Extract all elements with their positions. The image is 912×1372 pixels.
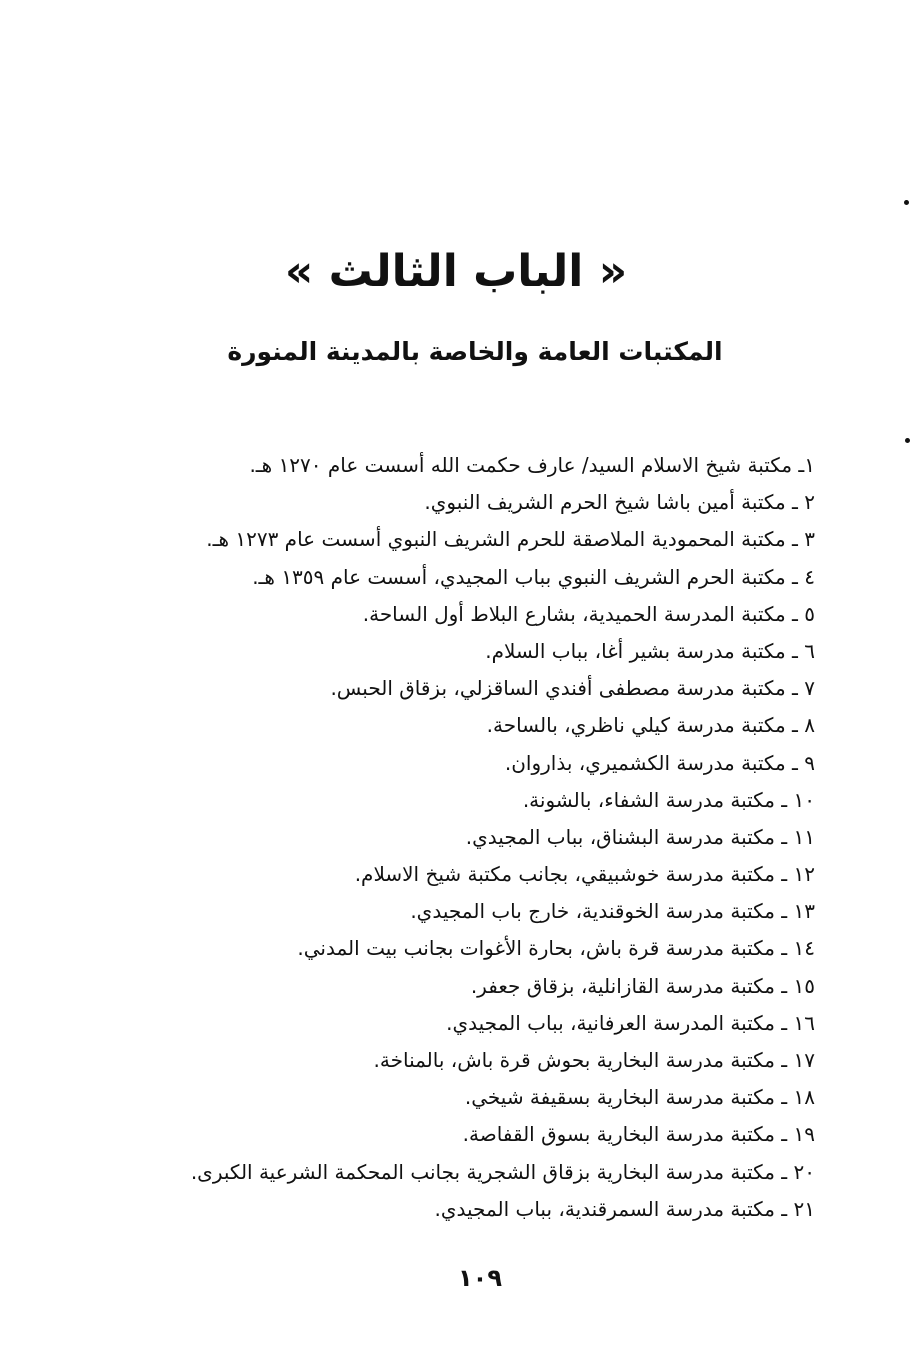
list-item: ١٧ ـ مكتبة مدرسة البخارية بحوش قرة باش، بالمناخة. xyxy=(373,1048,815,1072)
list-item: ٢١ ـ مكتبة مدرسة السمرقندية، بباب المجيدي. xyxy=(434,1196,815,1221)
list-item: ٨ ـ مكتبة مدرسة كيلي ناظري، بالساحة. xyxy=(486,713,815,738)
list-item: ١٣ ـ مكتبة مدرسة الخوقندية، خارج باب المجيدي. xyxy=(410,899,815,924)
chapter-title: « الباب الثالث » xyxy=(284,246,628,297)
section-title: المكتبات العامة والخاصة بالمدينة المنورة xyxy=(227,337,723,366)
library-list xyxy=(95,447,815,1228)
list-item: ١٠ ـ مكتبة مدرسة الشفاء، بالشونة. xyxy=(522,787,815,812)
list-item: ٤ ـ مكتبة الحرم الشريف النبوي بباب المجيدي، أسست عام ١٣٥٩ هـ. xyxy=(252,564,815,589)
list-item: ١ـ مكتبة شيخ الاسلام السيد/ عارف حكمت الله أسست عام ١٢٧٠ هـ. xyxy=(249,453,815,477)
list-item: ٢ ـ مكتبة أمين باشا شيخ الحرم الشريف النبوي. xyxy=(424,490,815,515)
list-item: ١٢ ـ مكتبة مدرسة خوشبيقي، بجانب مكتبة شيخ الاسلام. xyxy=(354,862,815,887)
list-item: ١١ ـ مكتبة مدرسة البشناق، بباب المجيدي. xyxy=(465,824,815,849)
list-item: ١٨ ـ مكتبة مدرسة البخارية بسقيفة شيخي. xyxy=(464,1085,815,1110)
list-item: ١٦ ـ مكتبة المدرسة العرفانية، بباب المجيدي. xyxy=(446,1010,815,1035)
scan-speck xyxy=(904,200,909,205)
list-item: ١٤ ـ مكتبة مدرسة قرة باش، بحارة الأغوات بجانب بيت المدني. xyxy=(297,936,815,961)
list-item: ١٥ ـ مكتبة مدرسة القازانلية، بزقاق جعفر. xyxy=(470,973,815,998)
page-number: ١٠٩ xyxy=(458,1264,502,1292)
scan-speck xyxy=(905,438,910,443)
list-item: ٣ ـ مكتبة المحمودية الملاصقة للحرم الشريف النبوي أسست عام ١٢٧٣ هـ. xyxy=(206,527,815,552)
list-item: ٩ ـ مكتبة مدرسة الكشميري، بذاروان. xyxy=(504,750,815,775)
list-item: ٧ ـ مكتبة مدرسة مصطفى أفندي الساقزلي، بزقاق الحبس. xyxy=(330,676,815,701)
list-item: ٦ ـ مكتبة مدرسة بشير أغا، بباب السلام. xyxy=(485,638,815,663)
list-item: ٢٠ ـ مكتبة مدرسة البخارية بزقاق الشجرية بجانب المحكمة الشرعية الكبرى. xyxy=(190,1159,815,1184)
list-item: ١٩ ـ مكتبة مدرسة البخارية بسوق القفاصة. xyxy=(462,1122,815,1147)
list-item: ٥ ـ مكتبة المدرسة الحميدية، بشارع البلاط أول الساحة. xyxy=(362,601,815,626)
